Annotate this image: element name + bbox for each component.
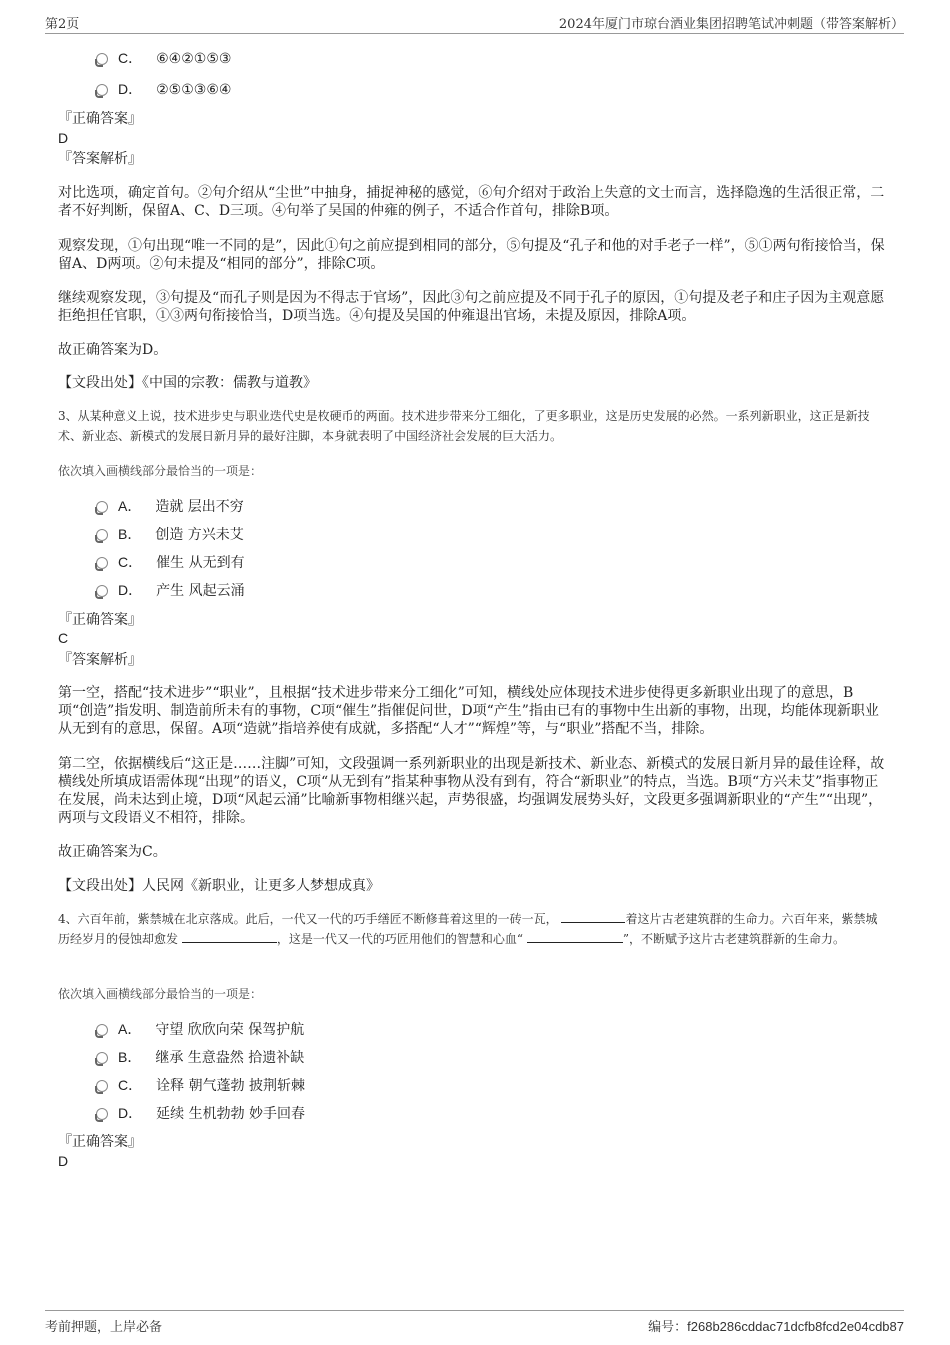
q4-answer-label: 『正确答案』 [58,1134,142,1150]
blank-3 [527,930,623,943]
q2-analysis-label: 『答案解析』 [58,151,142,167]
q2-answer: D [58,130,69,146]
document-title: 2024年厦门市琼台酒业集团招聘笔试冲刺题（带答案解析） [558,17,904,32]
q2-option-c[interactable]: C． ⑥④②①⑤③ [96,49,231,68]
q3-source: 【文段出处】人民网《新职业，让更多人梦想成真》 [58,878,380,894]
radio-icon[interactable] [96,1108,108,1120]
q3-option-b[interactable]: B． 创造 方兴未艾 [96,525,244,544]
q2-analysis-1: 对比选项，确定首句。②句介绍从“尘世”中抽身，捕捉神秘的感觉，⑥句介绍对于政治上失意的文士而言，选择隐逸的生活很正常，二者不好判断，保留A、C、D三项。④句举了吴国的仲雍的例子，不适合作首句，排除B项。 [58,185,885,219]
q3-stem: 3、从某种意义上说，技术进步史与职业迭代史是枚硬币的两面。技术进步带来分工细化，了更多职业，这是历史发展的必然。一系列新职业，这正是新技术、新业态、新模式的发展日新月异的最好注脚，本身就表明了中国经济社会发展的巨大活力。 [58,409,870,443]
q3-prompt: 依次填入画横线部分最恰当的一项是： [58,464,263,478]
radio-icon[interactable] [96,585,108,597]
page-footer [45,1310,904,1335]
q3-option-a[interactable]: A． 造就 层出不穷 [96,497,244,516]
q3-analysis-2: 第二空，依据横线后“这正是……注脚”可知，文段强调一系列新职业的出现是新技术、新业态、新模式的发展日新月异的最佳诠释，故横线处所填成语需体现“出现”的语义，C项“从无到有”指某种事物从没有到有，符合“新职业”的特点，当选。B项“方兴未艾”指事物正在发展，尚未达到止境，D项“风起云涌”比喻新事物相继兴起，声势很盛，均强调发展势头好，文段更多强调新职业的“产生”“出现”，两项与文段语义不相符，排除。 [58,756,885,826]
page-header [45,13,904,34]
q4-prompt: 依次填入画横线部分最恰当的一项是： [58,987,263,1001]
document-id: 编号：f268b286cddac71dcfb8fcd2e04cdb87 [648,1319,904,1334]
q2-conclusion: 故正确答案为D。 [58,342,168,358]
q2-analysis-3: 继续观察发现，③句提及“而孔子则是因为不得志于官场”，因此③句之前应提及不同于孔子的原因，①句提及老子和庄子因为主观意愿拒绝担任官职，①③两句衔接恰当，D项当选。④句提及吴国的仲雍退出官场，未提及原因，排除A项。 [58,290,885,324]
radio-icon[interactable] [96,1024,108,1036]
radio-icon[interactable] [96,501,108,513]
q3-analysis-label: 『答案解析』 [58,652,142,668]
q2-option-d[interactable]: D． ②⑤①③⑥④ [96,80,231,99]
footer-slogan: 考前押题，上岸必备 [45,1320,163,1335]
q3-analysis-1: 第一空，搭配“技术进步”“职业”，且根据“技术进步带来分工细化”可知，横线处应体现技术进步使得更多新职业出现了的意思，B项“创造”指发明、制造前所未有的事物，C项“催生”指催促问世，D项“产生”指由已有的事物中生出新的事物，出现，均能体现新职业从无到有的意思，保留。A项“造就”指培养使有成就，多搭配“人才”“辉煌”等，与“职业”搭配不当，排除。 [58,685,879,737]
q4-stem: 4、六百年前，紫禁城在北京落成。此后，一代又一代的巧手缮匠不断修葺着这里的一砖一瓦， 着这片古老建筑群的生命力。六百年来，紫禁城历经岁月的侵蚀却愈发 ，这是一代又一代的巧匠用他们的智慧和心血“ ”，不断赋予这片古老建筑群新的生命力。 [58,912,878,946]
q3-option-c[interactable]: C． 催生 从无到有 [96,553,245,572]
q3-answer-label: 『正确答案』 [58,612,142,628]
q3-answer: C [58,630,69,646]
q2-source: 【文段出处】《中国的宗教：儒教与道教》 [58,375,317,391]
q4-option-d[interactable]: D． 延续 生机勃勃 妙手回春 [96,1104,305,1123]
blank-2 [182,930,277,943]
q4-answer: D [58,1153,69,1169]
radio-icon[interactable] [96,1080,108,1092]
q4-option-a[interactable]: A． 守望 欣欣向荣 保驾护航 [96,1020,304,1039]
radio-icon[interactable] [96,1052,108,1064]
q3-option-d[interactable]: D． 产生 风起云涌 [96,581,245,600]
q2-analysis-2: 观察发现，①句出现“唯一不同的是”，因此①句之前应提到相同的部分，⑤句提及“孔子和他的对手老子一样”，⑤①两句衔接恰当，保留A、D两项。②句未提及“相同的部分”，排除C项。 [58,238,885,272]
q4-option-b[interactable]: B． 继承 生意盎然 拾遗补缺 [96,1048,304,1067]
radio-icon[interactable] [96,529,108,541]
blank-1 [561,910,625,923]
radio-icon[interactable] [96,557,108,569]
q4-option-c[interactable]: C． 诠释 朝气蓬勃 披荆斩棘 [96,1076,305,1095]
page-number: 第2页 [45,17,80,32]
q2-answer-label: 『正确答案』 [58,111,142,127]
q3-conclusion: 故正确答案为C。 [58,844,167,860]
radio-icon[interactable] [96,53,108,65]
radio-icon[interactable] [96,84,108,96]
